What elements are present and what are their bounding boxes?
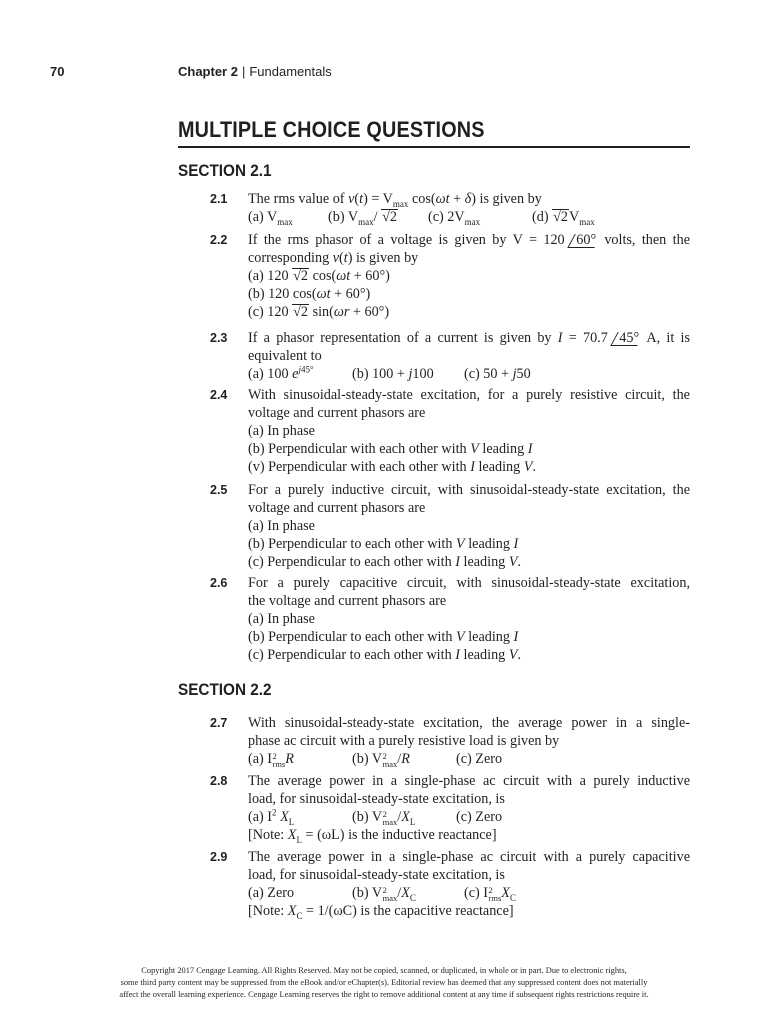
options-row [248, 750, 690, 768]
question-text-line: With sinusoidal-steady-state excitation, the average power in a single- [248, 715, 690, 731]
option-c: (v) Perpendicular with each other with I leading V. [248, 459, 537, 475]
options-row [248, 808, 690, 826]
option-c: (c) Perpendicular to each other with I leading V. [248, 647, 522, 663]
page-title: MULTIPLE CHOICE QUESTIONS [178, 117, 485, 142]
option-a: (a) I 2 rms R [248, 750, 294, 769]
section-heading-2-1: SECTION 2.1 [178, 161, 272, 180]
question-text-line: For a purely capacitive circuit, with sinusoidal-steady-state excitation, [248, 575, 690, 591]
question-number: 2.9 [210, 850, 228, 864]
chapter-label: Chapter 2 [178, 64, 238, 79]
option-b: (b) $V_{max}/$ √2 [328, 209, 397, 227]
footer-line: Copyright 2017 Cengage Learning. All Rights Reserved. May not be copied, scanned, or duplicated, in whole or in part. Due to electronic rights, [141, 966, 627, 975]
option-b: (b) V 2 max $/X_C$ [352, 884, 416, 903]
option-a: (a) 120 √2 cos(ωt + 60°) [248, 268, 390, 284]
options-row [248, 884, 690, 902]
question-text-line: phase ac circuit with a purely resistive load is given by [248, 733, 560, 749]
question-text-line: For a purely inductive circuit, with sinusoidal-steady-state excitation, the [248, 482, 690, 498]
option-b: (b) 100 + j100 [352, 366, 434, 382]
copyright-footer [90, 965, 678, 1001]
option-c: (c) Perpendicular to each other with I leading V. [248, 554, 522, 570]
option-b: (b) V 2 max $/X_L$ [352, 808, 416, 827]
option-b: (b) Perpendicular to each other with V leading I [248, 629, 519, 645]
question-text-line: With sinusoidal-steady-state excitation, for a purely resistive circuit, the [248, 387, 690, 403]
question-text-line: If a phasor representation of a current is given by I = 70.7 45° A, it is [248, 330, 690, 346]
chapter-title: Fundamentals [249, 64, 332, 79]
option-b: (b) Perpendicular to each other with V leading I [248, 536, 519, 552]
question-number: 2.8 [210, 774, 228, 788]
question-2-3 [210, 329, 690, 383]
question-number: 2.6 [210, 576, 228, 590]
question-note: [Note: $X_C = 1/(\omega C)$ is the capacitive reactance] [248, 903, 514, 921]
title-rule [178, 146, 690, 148]
footer-line: affect the overall learning experience. Cengage Learning reserves the right to remove additional content at any time if subsequent rights restrictions require it. [119, 990, 649, 999]
question-2-2 [210, 231, 690, 321]
option-a: (a) $I^2$ $X_L$ [248, 807, 295, 827]
option-a: (a) $V_{max}$ [248, 209, 293, 227]
option-a: (a) 100 $e^{j45^\circ}$ [248, 364, 314, 382]
options-row [248, 208, 690, 226]
question-number: 2.3 [210, 331, 228, 345]
question-text-line: the voltage and current phasors are [248, 593, 447, 609]
header-separator: | [241, 64, 246, 79]
question-2-5 [210, 481, 690, 571]
question-number: 2.7 [210, 716, 228, 730]
section-heading-2-2: SECTION 2.2 [178, 680, 272, 699]
question-2-9 [210, 848, 690, 920]
question-text-line: equivalent to [248, 348, 322, 364]
question-text-line: load, for sinusoidal-steady-state excitation, is [248, 867, 505, 883]
option-c: (c) $2V_{max}$ [428, 209, 481, 227]
option-c: (c) Zero [456, 809, 503, 825]
question-number: 2.5 [210, 483, 228, 497]
question-text-line: The average power in a single-phase ac circuit with a purely capacitive [248, 849, 690, 865]
option-d: (d) $√2V_{max}$ [532, 209, 595, 227]
question-text-line: load, for sinusoidal-steady-state excitation, is [248, 791, 505, 807]
question-text-line: voltage and current phasors are [248, 500, 426, 516]
footer-line: some third party content may be suppressed from the eBook and/or eChapter(s). Editorial review has deemed that any suppressed content does not materially [120, 978, 648, 987]
question-note: [Note: $X_L = (\omega L)$ is the inductive reactance] [248, 827, 497, 845]
question-text-line: corresponding v(t) is given by [248, 250, 419, 266]
question-2-8 [210, 772, 690, 844]
question-number: 2.2 [210, 233, 228, 247]
question-2-1 [210, 190, 690, 226]
option-c: (c) I 2 rms $X_C$ [464, 884, 516, 903]
question-number: 2.4 [210, 388, 228, 402]
question-text: The rms value of $v(t) = V_{max}$ cos(ωt + δ) is given by [248, 191, 542, 209]
option-c: (c) Zero [456, 751, 503, 767]
option-a: (a) In phase [248, 611, 315, 627]
question-2-4 [210, 386, 690, 476]
option-b: (b) V 2 max /R [352, 750, 410, 769]
option-a: (a) In phase [248, 518, 315, 534]
question-number: 2.1 [210, 192, 228, 206]
option-b: (b) 120 cos(ωt + 60°) [248, 286, 371, 302]
option-c: (c) 50 + j50 [464, 366, 531, 382]
running-header [178, 64, 332, 79]
option-a: (a) In phase [248, 423, 315, 439]
question-text-line: The average power in a single-phase ac circuit with a purely inductive [248, 773, 690, 789]
question-text-line: If the rms phasor of a voltage is given by V = 120 60° volts, then the [248, 232, 690, 248]
page-number: 70 [50, 64, 65, 79]
options-row [248, 365, 690, 383]
question-text-line: voltage and current phasors are [248, 405, 426, 421]
option-c: (c) 120 √2 sin(ωr + 60°) [248, 304, 390, 320]
option-b: (b) Perpendicular with each other with V leading I [248, 441, 533, 457]
question-2-6 [210, 574, 690, 664]
question-2-7 [210, 714, 690, 768]
option-a: (a) Zero [248, 885, 295, 901]
